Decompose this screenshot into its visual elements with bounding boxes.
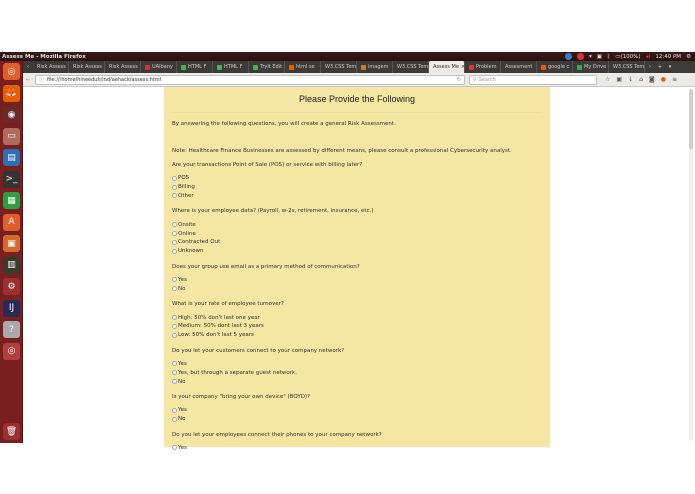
launcher-libreoffice-writer-icon[interactable]: ▤ [3, 149, 20, 166]
tab-label: HTML F [224, 64, 243, 70]
radio-label: POS [178, 175, 190, 182]
tab-label: google c [548, 64, 570, 70]
option-group [172, 220, 542, 255]
launcher-firefox-icon[interactable]: 🦊 [3, 85, 20, 102]
radio-button[interactable] [172, 222, 177, 227]
note-text: Note: Healthcare Finance Businesses are assessed by different means, please consult a professional Cybersecurity analyst. [172, 148, 512, 154]
radio-option[interactable] [172, 406, 542, 415]
radio-option[interactable] [172, 183, 542, 192]
keyboard-icon[interactable]: ▣ [596, 53, 602, 60]
tab-label: W3.CSS Tem [613, 64, 645, 70]
radio-label: No [178, 378, 186, 385]
browser-tab[interactable] [537, 61, 573, 73]
browser-tab[interactable] [501, 61, 537, 73]
tab-favicon-icon [289, 65, 294, 70]
radio-button[interactable] [172, 408, 177, 413]
tab-list-chevron-down-icon[interactable]: ▾ [668, 64, 672, 70]
radio-label: Onsite [178, 221, 196, 228]
power-gear-icon[interactable]: ⚙ [686, 53, 691, 60]
radio-label: Yes [178, 360, 187, 367]
browser-tab[interactable] [321, 61, 357, 73]
unity-launcher [0, 61, 23, 443]
search-placeholder: Search [478, 76, 496, 83]
tab-label: HTML F [188, 64, 207, 70]
radio-option[interactable] [172, 331, 542, 340]
radio-option[interactable] [172, 247, 542, 256]
radio-button[interactable] [172, 193, 177, 198]
option-group [172, 276, 542, 294]
system-top-bar [0, 52, 695, 61]
radio-option[interactable] [172, 192, 542, 201]
search-bar[interactable] [469, 75, 597, 85]
menu-hamburger-icon[interactable]: ≡ [671, 76, 678, 83]
tab-favicon-icon [181, 65, 186, 70]
hp-icon[interactable] [565, 53, 572, 60]
radio-option[interactable] [172, 377, 542, 386]
radio-button[interactable] [172, 286, 177, 291]
tab-scroll-left-icon[interactable]: ‹ [27, 64, 29, 70]
bookmark-star-icon[interactable]: ☆ [605, 76, 611, 83]
extension-icon[interactable]: ● [660, 76, 666, 83]
battery-status[interactable]: ▭(100%) [615, 53, 641, 60]
browser-tab[interactable] [249, 61, 285, 73]
radio-label: Online [178, 230, 196, 237]
option-group [172, 406, 542, 424]
reload-icon[interactable]: ↻ [456, 76, 461, 83]
reading-list-icon[interactable]: ▣ [616, 76, 623, 83]
tab-favicon-icon [217, 65, 222, 70]
bluetooth-icon[interactable]: ᛒ [606, 53, 611, 60]
tab-bar [23, 61, 695, 73]
url-text[interactable]: file:///home/hineeduh/ind/aehack/assess.html [47, 76, 161, 83]
radio-option[interactable] [172, 174, 542, 183]
launcher-trash-icon[interactable]: 🗑 [3, 423, 20, 440]
radio-label: Other [178, 192, 194, 199]
radio-option[interactable] [172, 229, 542, 238]
radio-label: Contracted Out [178, 239, 221, 246]
radio-button[interactable] [172, 249, 177, 254]
tab-label: W3.CSS Tem [325, 64, 357, 70]
system-indicators [565, 53, 695, 60]
info-icon[interactable]: ⓘ [39, 77, 45, 83]
launcher-ubuntu-dash-icon[interactable]: ◎ [3, 63, 20, 80]
radio-option[interactable] [172, 276, 542, 285]
browser-tab[interactable] [213, 61, 249, 73]
window-title: Assess Me - Mozilla Firefox [2, 53, 86, 60]
browser-tab[interactable] [429, 61, 465, 73]
question: Is your company "bring your own device" (BOYD)? [172, 393, 311, 400]
radio-option[interactable] [172, 368, 542, 377]
radio-button[interactable] [172, 231, 177, 236]
tab-label: imagem [368, 64, 389, 70]
option-group [172, 444, 542, 453]
launcher-app-badge-icon[interactable]: ◉ [3, 106, 20, 123]
radio-button[interactable] [172, 176, 177, 181]
browser-tab[interactable] [285, 61, 321, 73]
radio-button[interactable] [172, 315, 177, 320]
radio-label: Low: 50% don't last 5 years [178, 332, 254, 339]
new-tab-icon[interactable]: + [657, 64, 663, 70]
assessment-form [164, 87, 550, 451]
tab-label: Risk Assess [37, 64, 66, 70]
blocked-icon[interactable] [577, 53, 584, 60]
radio-option[interactable] [172, 238, 542, 247]
navigation-bar [23, 73, 695, 87]
radio-button[interactable] [172, 240, 177, 245]
tab-label: W3.CSS Tem [397, 64, 429, 70]
radio-label: Yes, but through a separate guest network. [178, 369, 297, 376]
tab-favicon-icon [145, 65, 150, 70]
browser-tab[interactable] [393, 61, 429, 73]
tab-label: Assesment [505, 64, 533, 70]
radio-label: Yes [178, 276, 187, 283]
launcher-disk-drive-icon[interactable]: ◎ [3, 343, 20, 360]
launcher-unknown-app-icon[interactable]: ? [3, 321, 20, 338]
browser-tab[interactable] [177, 61, 213, 73]
tab-label: Assess Me [433, 64, 459, 70]
radio-label: High: 50% don't last one year [178, 314, 260, 321]
url-bar[interactable] [35, 75, 465, 85]
radio-option[interactable] [172, 415, 542, 424]
radio-button[interactable] [172, 185, 177, 190]
launcher-files-icon[interactable]: ▭ [3, 128, 20, 145]
tab-label: html se [296, 64, 315, 70]
tab-label: My Drive [584, 64, 607, 70]
volume-icon[interactable]: ◂) [645, 53, 651, 60]
radio-button[interactable] [172, 333, 177, 338]
radio-label: Billing [178, 184, 195, 191]
launcher-system-monitor-icon[interactable]: ▥ [3, 257, 20, 274]
page-title: Please Provide the Following [172, 87, 542, 113]
wifi-icon[interactable]: ▾ [588, 53, 592, 60]
browser-tab[interactable] [105, 61, 141, 73]
tab-favicon-icon [361, 65, 366, 70]
question: Do you let your employees connect their phones to your company network? [172, 431, 382, 438]
launcher-software-center-icon[interactable]: A [3, 214, 20, 231]
radio-option[interactable] [172, 444, 542, 453]
radio-button[interactable] [172, 324, 177, 329]
tab-label: Problem [476, 64, 497, 70]
radio-option[interactable] [172, 322, 542, 331]
intro-text: By answering the following questions, you will create a general Risk Assessment. [172, 121, 396, 127]
tab-label: TryIt Edit [260, 64, 283, 70]
tab-favicon-icon [577, 65, 582, 70]
question: Do you let your customers connect to your company network? [172, 347, 345, 354]
tab-label: Risk Assess [109, 64, 138, 70]
radio-button[interactable] [172, 361, 177, 366]
radio-label: Yes [178, 444, 187, 451]
option-group [172, 174, 542, 200]
tab-scroll-right-icon[interactable]: › [649, 64, 651, 70]
toolbar-icons [605, 76, 677, 83]
radio-option[interactable] [172, 220, 542, 229]
radio-button[interactable] [172, 370, 177, 375]
home-icon[interactable]: ⌂ [639, 76, 643, 83]
radio-label: Medium: 50% dont last 3 years [178, 323, 264, 330]
radio-button[interactable] [172, 277, 177, 282]
scrollbar-thumb[interactable] [689, 89, 693, 149]
tab-favicon-icon [469, 65, 474, 70]
browser-tab[interactable] [69, 61, 105, 73]
page-content [23, 87, 695, 451]
launcher-terminal-icon[interactable]: >_ [3, 171, 20, 188]
browser-tab[interactable] [141, 61, 177, 73]
radio-option[interactable] [172, 284, 542, 293]
radio-label: Yes [178, 407, 187, 414]
question: What is your rate of employee turnover? [172, 301, 284, 308]
battery-icon: ▭ [615, 53, 621, 60]
browser-tab[interactable] [33, 61, 69, 73]
clock[interactable]: 12:40 PM [655, 53, 682, 60]
radio-button[interactable] [172, 445, 177, 450]
pocket-icon[interactable]: ◙ [648, 76, 655, 83]
radio-label: No [178, 416, 186, 423]
browser-tab[interactable] [357, 61, 393, 73]
page-scrollbar[interactable] [689, 89, 693, 441]
option-group [172, 360, 542, 386]
browser-tab[interactable] [609, 61, 645, 73]
tab-label: Risk Assess [73, 64, 102, 70]
radio-option[interactable] [172, 313, 542, 322]
launcher-libreoffice-impress-icon[interactable]: ▣ [3, 235, 20, 252]
tab-label: UAlbany [152, 64, 173, 70]
tab-favicon-icon [541, 65, 546, 70]
option-group [172, 313, 542, 339]
launcher-system-settings-icon[interactable]: ⚙ [3, 278, 20, 295]
close-tab-icon[interactable]: × [460, 64, 466, 70]
radio-label: Unknown [178, 248, 204, 255]
question: Does your group use email as a primary method of communication? [172, 263, 360, 270]
launcher-intellij-icon[interactable]: IJ [3, 300, 20, 317]
back-icon[interactable]: ← [25, 76, 31, 83]
question: Where is your employee data? (Payroll, w-2s, retirement, insurance, etc.) [172, 208, 374, 215]
radio-label: No [178, 285, 186, 292]
browser-tab[interactable] [465, 61, 501, 73]
desktop-screen [0, 52, 695, 451]
radio-option[interactable] [172, 360, 542, 369]
radio-button[interactable] [172, 379, 177, 384]
question: Are your transactions Point of Sale (POS) or service with billing later? [172, 162, 363, 168]
search-icon: ⚲ [473, 76, 477, 83]
launcher-libreoffice-calc-icon[interactable]: ▦ [3, 192, 20, 209]
downloads-icon[interactable]: ↓ [628, 76, 634, 83]
tab-favicon-icon [253, 65, 258, 70]
radio-button[interactable] [172, 417, 177, 422]
browser-tab[interactable] [573, 61, 609, 73]
